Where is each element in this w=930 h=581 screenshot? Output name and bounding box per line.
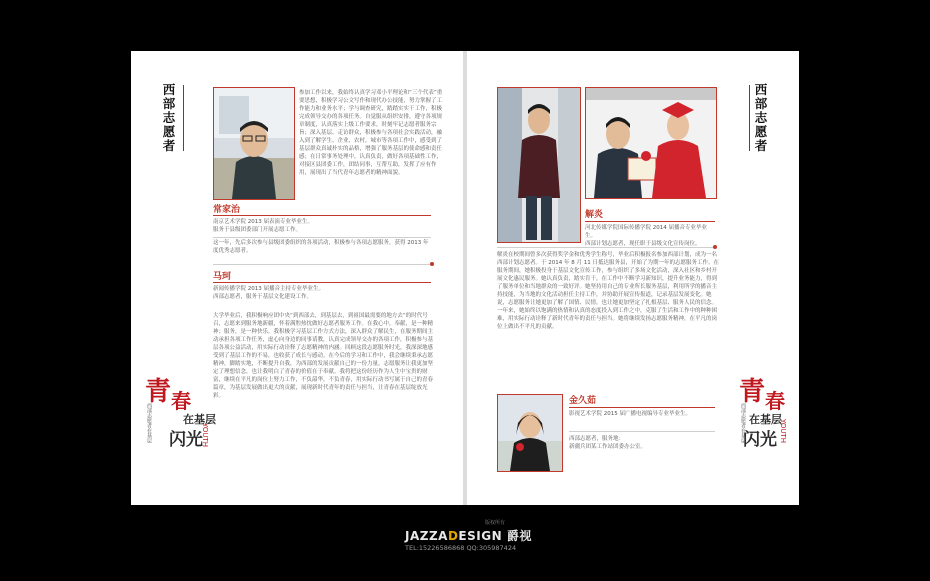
- name-rule: [213, 282, 431, 283]
- side-title-right: 西 部 志 愿 者: [754, 82, 768, 153]
- profile-photo-xieyan-2: [585, 87, 717, 199]
- info-jinjiuru: 影视艺术学院 2015 届广播电视编导专业毕业生。: [569, 411, 691, 417]
- divider: [497, 247, 715, 248]
- info-changjiazhi: 南京艺术学院 2013 届表演专业毕业生。 服务于县级团委部门开展志愿工作。: [213, 219, 313, 233]
- info-xieyan: 河北传媒学院国际传播学院 2014 届播音专业毕业生。 西部计划志愿者，现任职于县级文化宣传岗位。: [585, 225, 707, 247]
- name-make: 马珂: [213, 272, 232, 282]
- footer-contact: TEL:15226586868 QQ:305987424: [405, 544, 517, 552]
- profile-photo-jinjiuru: [497, 394, 563, 472]
- award-changjiazhi: 这一年，先后多次参与县级团委组织的各项活动，积极参与各项志愿服务，获得 2013 年度优秀志愿者。: [213, 240, 429, 254]
- logo-chun: 春: [171, 389, 191, 413]
- divider: [569, 431, 715, 432]
- service-jinjiuru: 西部志愿者，服务地： 新疆兵团某工作站团委办公室。: [569, 436, 647, 450]
- name-xieyan: 解炎: [585, 210, 604, 220]
- footer-brand-logo: JAZZADESIGN 爵视: [405, 529, 532, 543]
- body-make: 大学毕业后，我积极响应团中央“到西部去，到基层去，到祖国最需要的地方去”的时代号召，志愿来到服务地新疆，怀着满腔热忱做好志愿者服务工作。在我心中，奉献，是一种精神；服务，是一种快乐。我积极学习基层工作方式方法，深入群众了解民生，在服务期间主动承担各项工作任务，虚心向身边的同事请教，认真完成领导交办的各项工作，积极参与基层各项公益活动，用实际行动诠释了志愿精神的内涵。回顾这段志愿服务时光，我深深地感受到了基层工作的不易，也收获了成长与感动。在今后的学习和工作中，我会继续秉承志愿精神，脚踏实地，不断提升自我，为西部的发展贡献自己的一份力量。志愿服务让我更加坚定了理想信念，也让我明白了青春的价值在于奉献。我将把这份经历作为人生中宝贵的财富，继续在平凡的岗位上努力工作，不负韶华，不负青春，用实际行动书写属于自己的青春篇章，为基层发展做出更大的贡献，展现新时代青年的责任与担当，让青春在基层绽放光彩。: [213, 313, 434, 399]
- logo-youth: YOUTH: [779, 419, 787, 444]
- intro-text-changjiazhi: 参加工作以来，我始终认真学习邓小平理论和“三个代表”重要思想，积极学习公文写作和现代办公技能，努力掌握了工作能力和业务水平；学与调查研究，踏踏实实干工作，积极完成领导交办的各项任务。自觉服从组织安排，遵守各项规章制度，认真落实上级工作要求，时刻牢记志愿者服务宗旨；深入基层、走访群众，积极参与各项社会实践活动，融入到了解学生、企业、农村，城市等各项工作中，感受到了基层群众真诚朴实的品格，增强了服务基层的使命感和责任感；在日常事务处理中，认真负责，做好各项基础性工作，对接区县团委工作，团结同事，互帮互助，发挥了应有作用，展现出了当代青年志愿者的精神面貌。: [299, 90, 443, 176]
- photo-illustration: [498, 88, 580, 242]
- logo-zaijiceng: 在基层: [183, 413, 216, 426]
- left-page: [131, 51, 463, 505]
- photo-illustration: [498, 395, 562, 471]
- logo-tag: 西部志愿者在基层: [146, 403, 152, 443]
- name-rule: [585, 221, 715, 222]
- photo-illustration: [214, 88, 294, 199]
- name-jinjiuru: 金久茹: [569, 396, 597, 406]
- divider: [213, 264, 431, 265]
- name-changjiazhi: 常家治: [213, 205, 241, 215]
- logo-shanguang: 闪光: [743, 430, 777, 450]
- logo-qing: 青: [739, 377, 766, 407]
- divider-dot: [713, 245, 717, 249]
- footer-tag: 版权所有: [485, 520, 506, 526]
- logo-tag: 西部志愿者在基层: [740, 403, 746, 443]
- logo-shanguang: 闪光: [169, 430, 203, 450]
- name-rule: [569, 407, 715, 408]
- photo-illustration: [586, 88, 716, 198]
- body-xieyan: 解炎在校期间曾多次获得奖学金和优秀学生称号，毕业后积极报名参加西部计划，成为一名西部计划志愿者。于 2014 年 8 月 11 日抵达服务县，开始了为期一年的志愿服务工作。在服务期间，她积极投身于基层文化宣传工作，参与组织了多场文化活动，深入社区和乡村开展文化惠民服务。她认真负责，踏实肯干，在工作中不断学习新知识，提升业务能力，得到了服务单位和当地群众的一致好评。她坚持用自己的专业所长服务基层，利用所学的播音主持技能，为当地的文化活动担任主持工作，并协助开展宣传报道，记录基层发展变化。她说，志愿服务让她更加了解了国情、民情，也让她更加坚定了扎根基层、服务人民的信念。一年来，她始终以饱满的热情和认真的态度投入到工作之中，克服了生活和工作中的种种困难，用实际行动诠释了新时代青年的责任与担当。她将继续发扬志愿服务精神，在平凡的岗位上做出不平凡的贡献。: [497, 252, 719, 330]
- side-title-left: 西 部 志 愿 者: [162, 82, 176, 153]
- profile-photo-changjiazhi: [213, 87, 295, 200]
- logo-youth: YOUTH: [201, 423, 209, 448]
- info-make: 新闻传播学院 2013 届播音主持专业毕业生。 西部志愿者，服务于基层文化建设工作。: [213, 286, 324, 300]
- logo-zaijiceng: 在基层: [749, 413, 782, 426]
- profile-photo-xieyan-1: [497, 87, 581, 243]
- divider: [213, 237, 431, 238]
- name-rule: [213, 215, 431, 216]
- side-rule-right: [749, 85, 750, 151]
- side-rule-left: [183, 85, 184, 151]
- divider-dot: [430, 262, 434, 266]
- logo-chun: 春: [765, 389, 785, 413]
- logo-qing: 青: [145, 377, 172, 407]
- right-page: [467, 51, 799, 505]
